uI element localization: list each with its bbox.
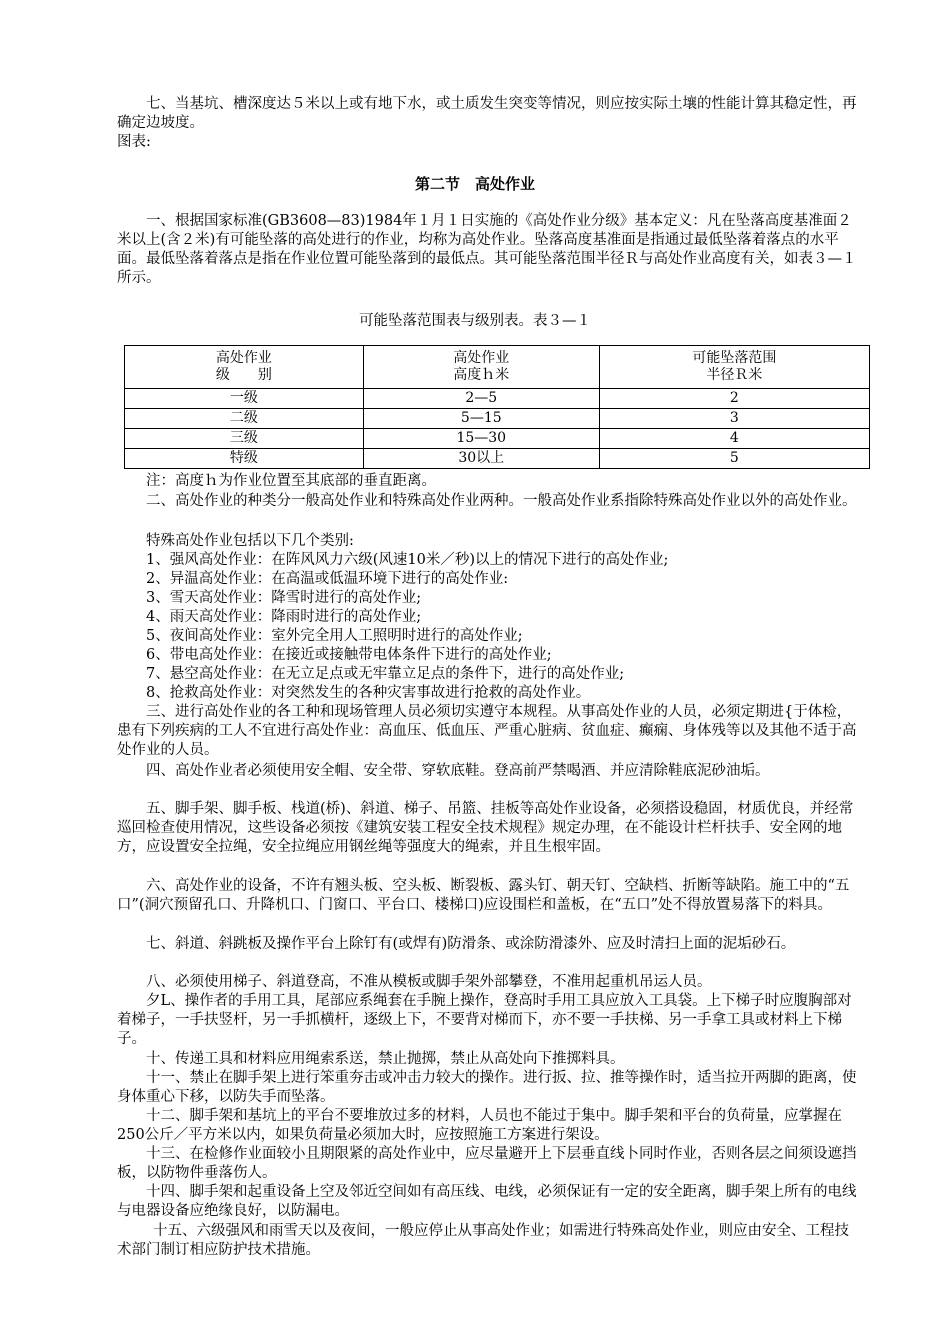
table-row — [125, 449, 870, 469]
paragraph-11: 十一、禁止在脚手架上进行笨重夯击或冲击力较大的操作。进行扳、拉、推等操作时，适当拉开两脚的距离，使身体重心下移，以防失手而坠落。 — [117, 1070, 857, 1105]
paragraph-1: 一、根据国家标准(GB3608—83)1984年１月１日实施的《高处作业分级》基本定义：凡在坠落高度基准面２米以上(含２米)有可能坠落的高处进行的作业，均称为高处作业。坠落高度基准面是指通过最低坠落着落点的水平面。最低坠落着落点是指在作业位置可能坠落到的最低点。其可能坠落范围半径Ｒ与高处作业高度有关，如表３—１所示。 — [117, 213, 857, 286]
list-item: 4、雨天高处作业：降雨时进行的高处作业; — [146, 609, 422, 625]
table-cell: 2—5 — [363, 389, 599, 409]
table-cell: 5 — [599, 449, 869, 469]
table-cell: 15—30 — [363, 429, 599, 449]
table-row — [125, 389, 870, 409]
paragraph-5: 五、脚手架、脚手板、栈道(桥)、斜道、梯子、吊篮、挂板等高处作业设备，必须搭设稳固，材质优良，并经常巡回检查使用情况，这些设备必须按《建筑安装工程安全技术规程》规定办理，在不能设计栏杆扶手、安全网的地方，应设置安全拉绳，安全拉绳应用钢丝绳等强度大的绳索，并且生根牢固。 — [117, 801, 854, 855]
list-item: 6、带电高处作业：在接近或接触带电体条件下进行的高处作业; — [146, 647, 552, 663]
table-cell: 三级 — [125, 429, 364, 449]
paragraph-4: 四、高处作业者必须使用安全帽、安全带、穿软底鞋。登高前严禁喝酒、并应清除鞋底泥砂油垢。 — [146, 763, 770, 779]
table-cell: 特级 — [125, 449, 364, 469]
paragraph-2: 二、高处作业的种类分一般高处作业和特殊高处作业两种。一般高处作业系指除特殊高处作业以外的高处作业。 — [146, 493, 857, 509]
table-caption: 可能坠落范围表与级别表。表３—１ — [359, 313, 591, 329]
table-cell: 4 — [599, 429, 869, 449]
table-cell: 二级 — [125, 409, 364, 429]
paragraph-13: 十三、在检修作业面较小且期限紧的高处作业中，应尽量避开上下层垂直线卜同时作业，否则各层之间须设遮挡板，以防物件垂落伤人。 — [117, 1146, 857, 1181]
list-item: 7、悬空高处作业：在无立足点或无牢靠立足点的条件下，进行的高处作业; — [146, 666, 625, 682]
list-item: 5、夜间高处作业：室外完全用人工照明时进行的高处作业; — [146, 628, 523, 644]
table-cell: 2 — [599, 389, 869, 409]
list-item: 2、异温高处作业：在高温或低温环境下进行的高处作业: — [146, 571, 509, 587]
paragraph-intro-7: 七、当基坑、槽深度达５米以上或有地下水，或土质发生突变等情况，则应按实际土壤的性能计算其稳定性，再确定边坡度。 — [117, 96, 857, 131]
list-item: 8、抢救高处作业：对突然发生的各种灾害事故进行抢救的高处作业。 — [146, 685, 591, 701]
table-cell: 30以上 — [363, 449, 599, 469]
paragraph-9: 夕L、操作者的手用工具，尾部应系绳套在手腕上操作，登高时手用工具应放入工具袋。上下梯子时应腹胸部对着梯子，一手扶竖杆，另一手抓横杆，逐级上下，不要背对梯而下，亦不要一手扶梯、另一手拿工具或材料上下梯子。 — [117, 993, 852, 1047]
paragraph-12: 十二、脚手架和基坑上的平台不要堆放过多的材料，人员也不能过于集中。脚手架和平台的负荷量，应掌握在250公斤／平方米以内，如果负荷量必须加大时，应按照施工方案进行架设。 — [117, 1108, 842, 1143]
paragraph-3: 三、进行高处作业的各工种和现场管理人员必须切实遵守本规程。从事高处作业的人员，必须定期进{于体检，患有下列疾病的工人不宜进行高处作业：高血压、低血压、严重心脏病、贫血症、癫痫、身体残等以及其他不适于高处作业的人员。 — [117, 704, 857, 758]
paragraph-8: 八、必须使用梯子、斜道登高，不准从模板或脚手架外部攀登，不准用起重机吊运人员。 — [146, 974, 712, 990]
paragraph-7: 七、斜道、斜跳板及操作平台上除钉有(或焊有)防滑条、或涂防滑漆外、应及时清扫上面的泥垢砂石。 — [146, 936, 796, 952]
table-header-cell: 可能坠落范围 半径Ｒ米 — [599, 346, 869, 389]
paragraph-14: 十四、脚手架和起重设备上空及邻近空间如有高压线、电线，必须保证有一定的安全距离，脚手架上所有的电线与电器设备应绝缘良好，以防漏电。 — [117, 1184, 857, 1219]
table-cell: 一级 — [125, 389, 364, 409]
paragraph-15: 十五、六级强风和雨雪天以及夜间，一般应停止从事高处作业；如需进行特殊高处作业，则应由安全、工程技术部门制订相应防护技术措施。 — [117, 1223, 849, 1258]
table-row — [125, 429, 870, 449]
special-intro: 特殊高处作业包括以下几个类别: — [146, 533, 354, 549]
list-item: 3、雪天高处作业：降雪时进行的高处作业; — [146, 590, 422, 606]
table-header-cell: 高处作业 级 别 — [125, 346, 364, 389]
paragraph-6: 六、高处作业的设备，不许有翘头板、空头板、断裂板、露头钉、朝天钉、空缺档、折断等缺陷。施工中的“五口”(洞穴预留孔口、升降机口、门窗口、平台口、楼梯口)应设围栏和盖板，在“五口”处不得放置易落下的料具。 — [117, 878, 850, 913]
table-note: 注：高度ｈ为作业位置至其底部的垂直距离。 — [146, 473, 436, 489]
table-header-row — [125, 346, 870, 389]
table-cell: 3 — [599, 409, 869, 429]
table-row — [125, 409, 870, 429]
figure-label: 图表: — [117, 134, 151, 150]
section-title: 第二节 高处作业 — [414, 175, 535, 193]
paragraph-10: 十、传递工具和材料应用绳索系送，禁止抛掷，禁止从高处向下推掷料具。 — [146, 1051, 625, 1067]
list-item: 1、强风高处作业：在阵风风力六级(风速10米／秒)以上的情况下进行的高处作业; — [146, 552, 669, 568]
fall-range-table — [124, 345, 870, 469]
table-cell: 5—15 — [363, 409, 599, 429]
table-header-cell: 高处作业 高度ｈ米 — [363, 346, 599, 389]
